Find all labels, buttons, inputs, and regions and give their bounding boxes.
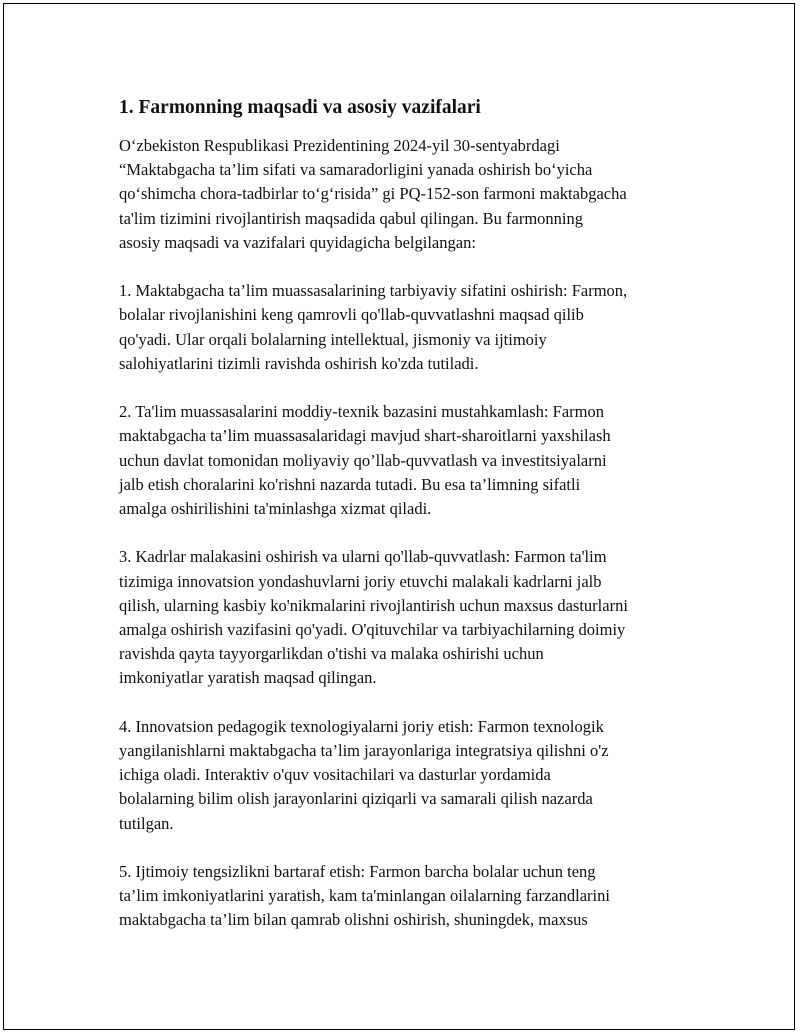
text-line: 2. Ta'lim muassasalarini moddiy-texnik bazasini mustahkamlash: Farmon [119, 402, 604, 422]
paragraph-gap [119, 376, 709, 400]
text-line: “Maktabgacha ta’lim sifati va samaradorligini yanada oshirish bo‘yicha [119, 160, 593, 180]
paragraph [119, 860, 709, 933]
text-line: 5. Ijtimoiy tengsizlikni bartaraf etish: Farmon barcha bolalar uchun teng [119, 862, 596, 882]
text-line: ta’lim imkoniyatlarini yaratish, kam ta'minlangan oilalarning farzandlarini [119, 886, 610, 906]
text-line: 3. Kadrlar malakasini oshirish va ularni qo'llab-quvvatlash: Farmon ta'lim [119, 547, 607, 567]
text-line: ta'lim tizimini rivojlantirish maqsadida qabul qilingan. Bu farmonning [119, 208, 583, 228]
text-line: ichiga oladi. Interaktiv o'quv vositachilari va dasturlar yordamida [119, 765, 551, 785]
paragraph [119, 279, 709, 376]
paragraph-gap [119, 521, 709, 545]
text-line: imkoniyatlar yaratish maqsad qilingan. [119, 668, 377, 688]
text-line: uchun davlat tomonidan moliyaviy qo’llab-quvvatlash va investitsiyalarni [119, 450, 607, 470]
text-line: salohiyatlarini tizimli ravishda oshirish ko'zda tutiladi. [119, 353, 479, 373]
text-line: 4. Innovatsion pedagogik texnologiyalarni joriy etish: Farmon texnologik [119, 716, 604, 736]
paragraph-gap [119, 255, 709, 279]
paragraph [119, 134, 709, 255]
text-line: tutilgan. [119, 813, 174, 833]
text-line: ravishda qayta tayyorgarlikdan o'tishi va malaka oshirishi uchun [119, 644, 544, 664]
paragraph-gap [119, 691, 709, 715]
text-line: maktabgacha ta’lim bilan qamrab olishni oshirish, shuningdek, maxsus [119, 910, 588, 930]
text-line: tizimiga innovatsion yondashuvlarni joriy etuvchi malakali kadrlarni jalb [119, 571, 602, 591]
paragraph-list [119, 134, 709, 933]
text-line: qo‘shimcha chora-tadbirlar to‘g‘risida” gi PQ-152-son farmoni maktabgacha [119, 184, 627, 204]
text-line: amalga oshirish vazifasini qo'yadi. O'qituvchilar va tarbiyachilarning doimiy [119, 620, 626, 640]
document-page [3, 3, 795, 1030]
section-heading: 1. Farmonning maqsadi va asosiy vazifalari [119, 97, 481, 118]
paragraph [119, 545, 709, 690]
text-line: maktabgacha ta’lim muassasalaridagi mavjud shart-sharoitlarni yaxshilash [119, 426, 611, 446]
text-line: bolalar rivojlanishini keng qamrovli qo'llab-quvvatlashni maqsad qilib [119, 305, 584, 325]
paragraph [119, 400, 709, 521]
paragraph-gap [119, 836, 709, 860]
text-line: 1. Maktabgacha ta’lim muassasalarining tarbiyaviy sifatini oshirish: Farmon, [119, 281, 628, 301]
text-line: amalga oshirilishini ta'minlashga xizmat qiladi. [119, 499, 432, 519]
text-line: yangilanishlarni maktabgacha ta’lim jarayonlariga integratsiya qilishni o'z [119, 741, 609, 761]
text-line: qilish, ularning kasbiy ko'nikmalarini rivojlantirish uchun maxsus dasturlarni [119, 595, 628, 615]
text-line: O‘zbekiston Respublikasi Prezidentining 2024-yil 30-sentyabrdagi [119, 136, 560, 155]
text-line: asosiy maqsadi va vazifalari quyidagicha belgilangan: [119, 232, 476, 252]
text-line: qo'yadi. Ular orqali bolalarning intellektual, jismoniy va ijtimoiy [119, 329, 547, 349]
document-content [119, 96, 709, 933]
text-line: bolalarning bilim olish jarayonlarini qiziqarli va samarali qilish nazarda [119, 789, 593, 809]
text-line: jalb etish choralarini ko'rishni nazarda tutadi. Bu esa ta’limning sifatli [119, 474, 581, 494]
paragraph [119, 715, 709, 836]
